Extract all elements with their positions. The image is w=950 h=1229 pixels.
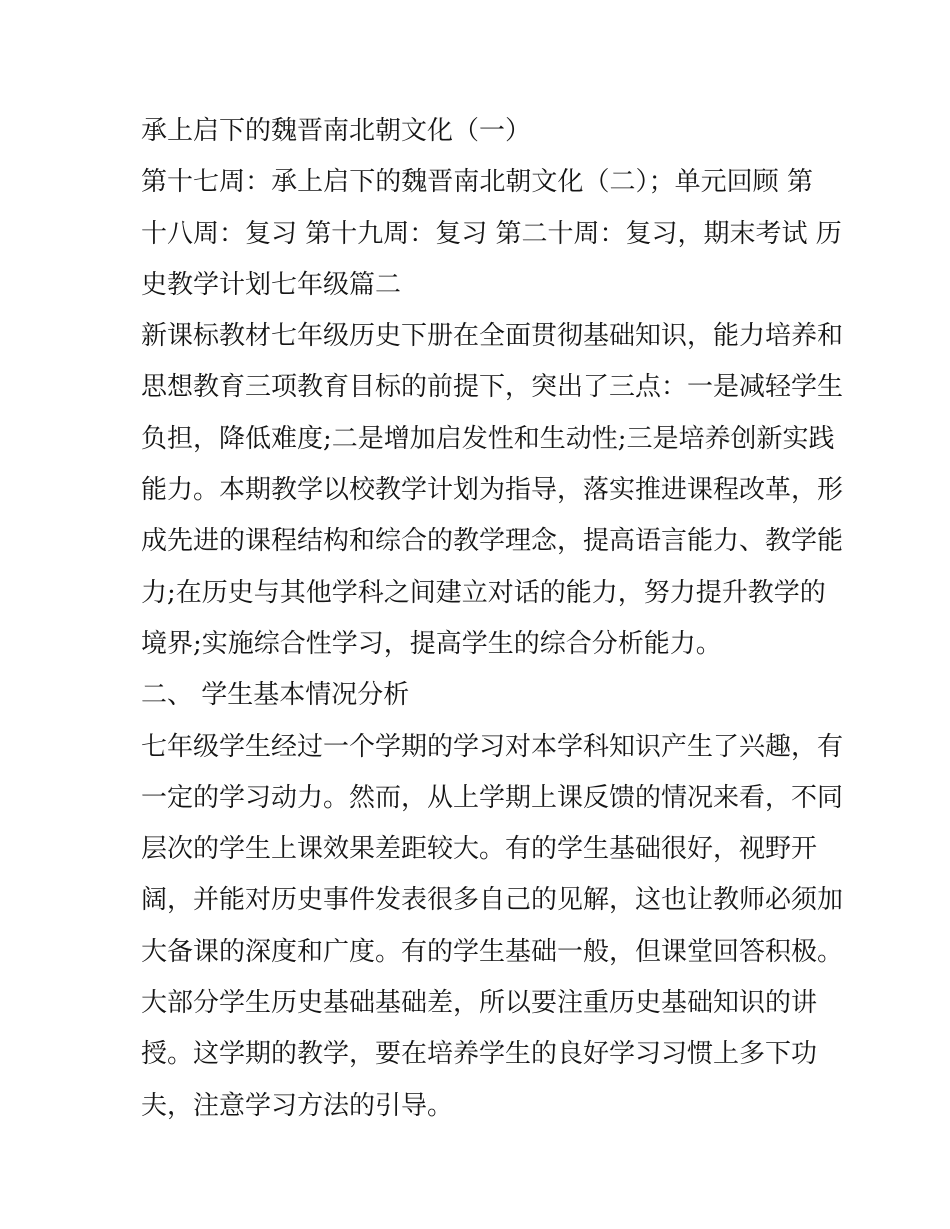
text-line-week-17: 第十七周：承上启下的魏晋南北朝文化（二）；单元回顾 第: [141, 167, 813, 198]
text-line-paragraph: 能力。本期教学以校教学计划为指导，落实推进课程改革，形: [141, 475, 844, 506]
section-heading: 二、 学生基本情况分析: [141, 680, 410, 711]
text-line-paragraph-end: 境界;实施综合性学习，提高学生的综合分析能力。: [141, 628, 722, 659]
document-body: [141, 106, 844, 1132]
text-line-paragraph: 大部分学生历史基础基础差，所以要注重历史基础知识的讲: [141, 988, 818, 1019]
text-line-paragraph: 大备课的深度和广度。有的学生基础一般，但课堂回答积极。: [141, 936, 844, 967]
text-line-paragraph: 一定的学习动力。然而，从上学期上课反馈的情况来看，不同: [141, 782, 844, 813]
text-line-paragraph: 负担，降低难度;二是增加启发性和生动性;三是培养创新实践: [141, 423, 835, 454]
text-line-section-title: 史教学计划七年级篇二: [141, 269, 402, 300]
text-line-paragraph: 授。这学期的教学，要在培养学生的良好学习习惯上多下功: [141, 1039, 818, 1070]
text-line-paragraph: 层次的学生上课效果差距较大。有的学生基础很好，视野开: [141, 834, 818, 865]
text-line-paragraph: 力;在历史与其他学科之间建立对话的能力，努力提升教学的: [141, 577, 826, 608]
text-line-paragraph: 成先进的课程结构和综合的教学理念，提高语言能力、教学能: [141, 526, 844, 557]
text-line-paragraph: 七年级学生经过一个学期的学习对本学科知识产生了兴趣，有: [141, 731, 844, 762]
text-line-paragraph: 阔，并能对历史事件发表很多自己的见解，这也让教师必须加: [141, 885, 844, 916]
text-line-paragraph-end: 夫，注意学习方法的引导。: [141, 1090, 454, 1121]
text-line-week-18-20: 十八周：复习 第十九周：复习 第二十周：复习，期末考试 历: [141, 218, 842, 249]
text-line-paragraph: 思想教育三项教育目标的前提下，突出了三点：一是减轻学生: [141, 372, 844, 403]
text-line-paragraph: 新课标教材七年级历史下册在全面贯彻基础知识，能力培养和: [141, 321, 844, 352]
text-line-schedule-item: 承上启下的魏晋南北朝文化（一）: [141, 116, 532, 146]
